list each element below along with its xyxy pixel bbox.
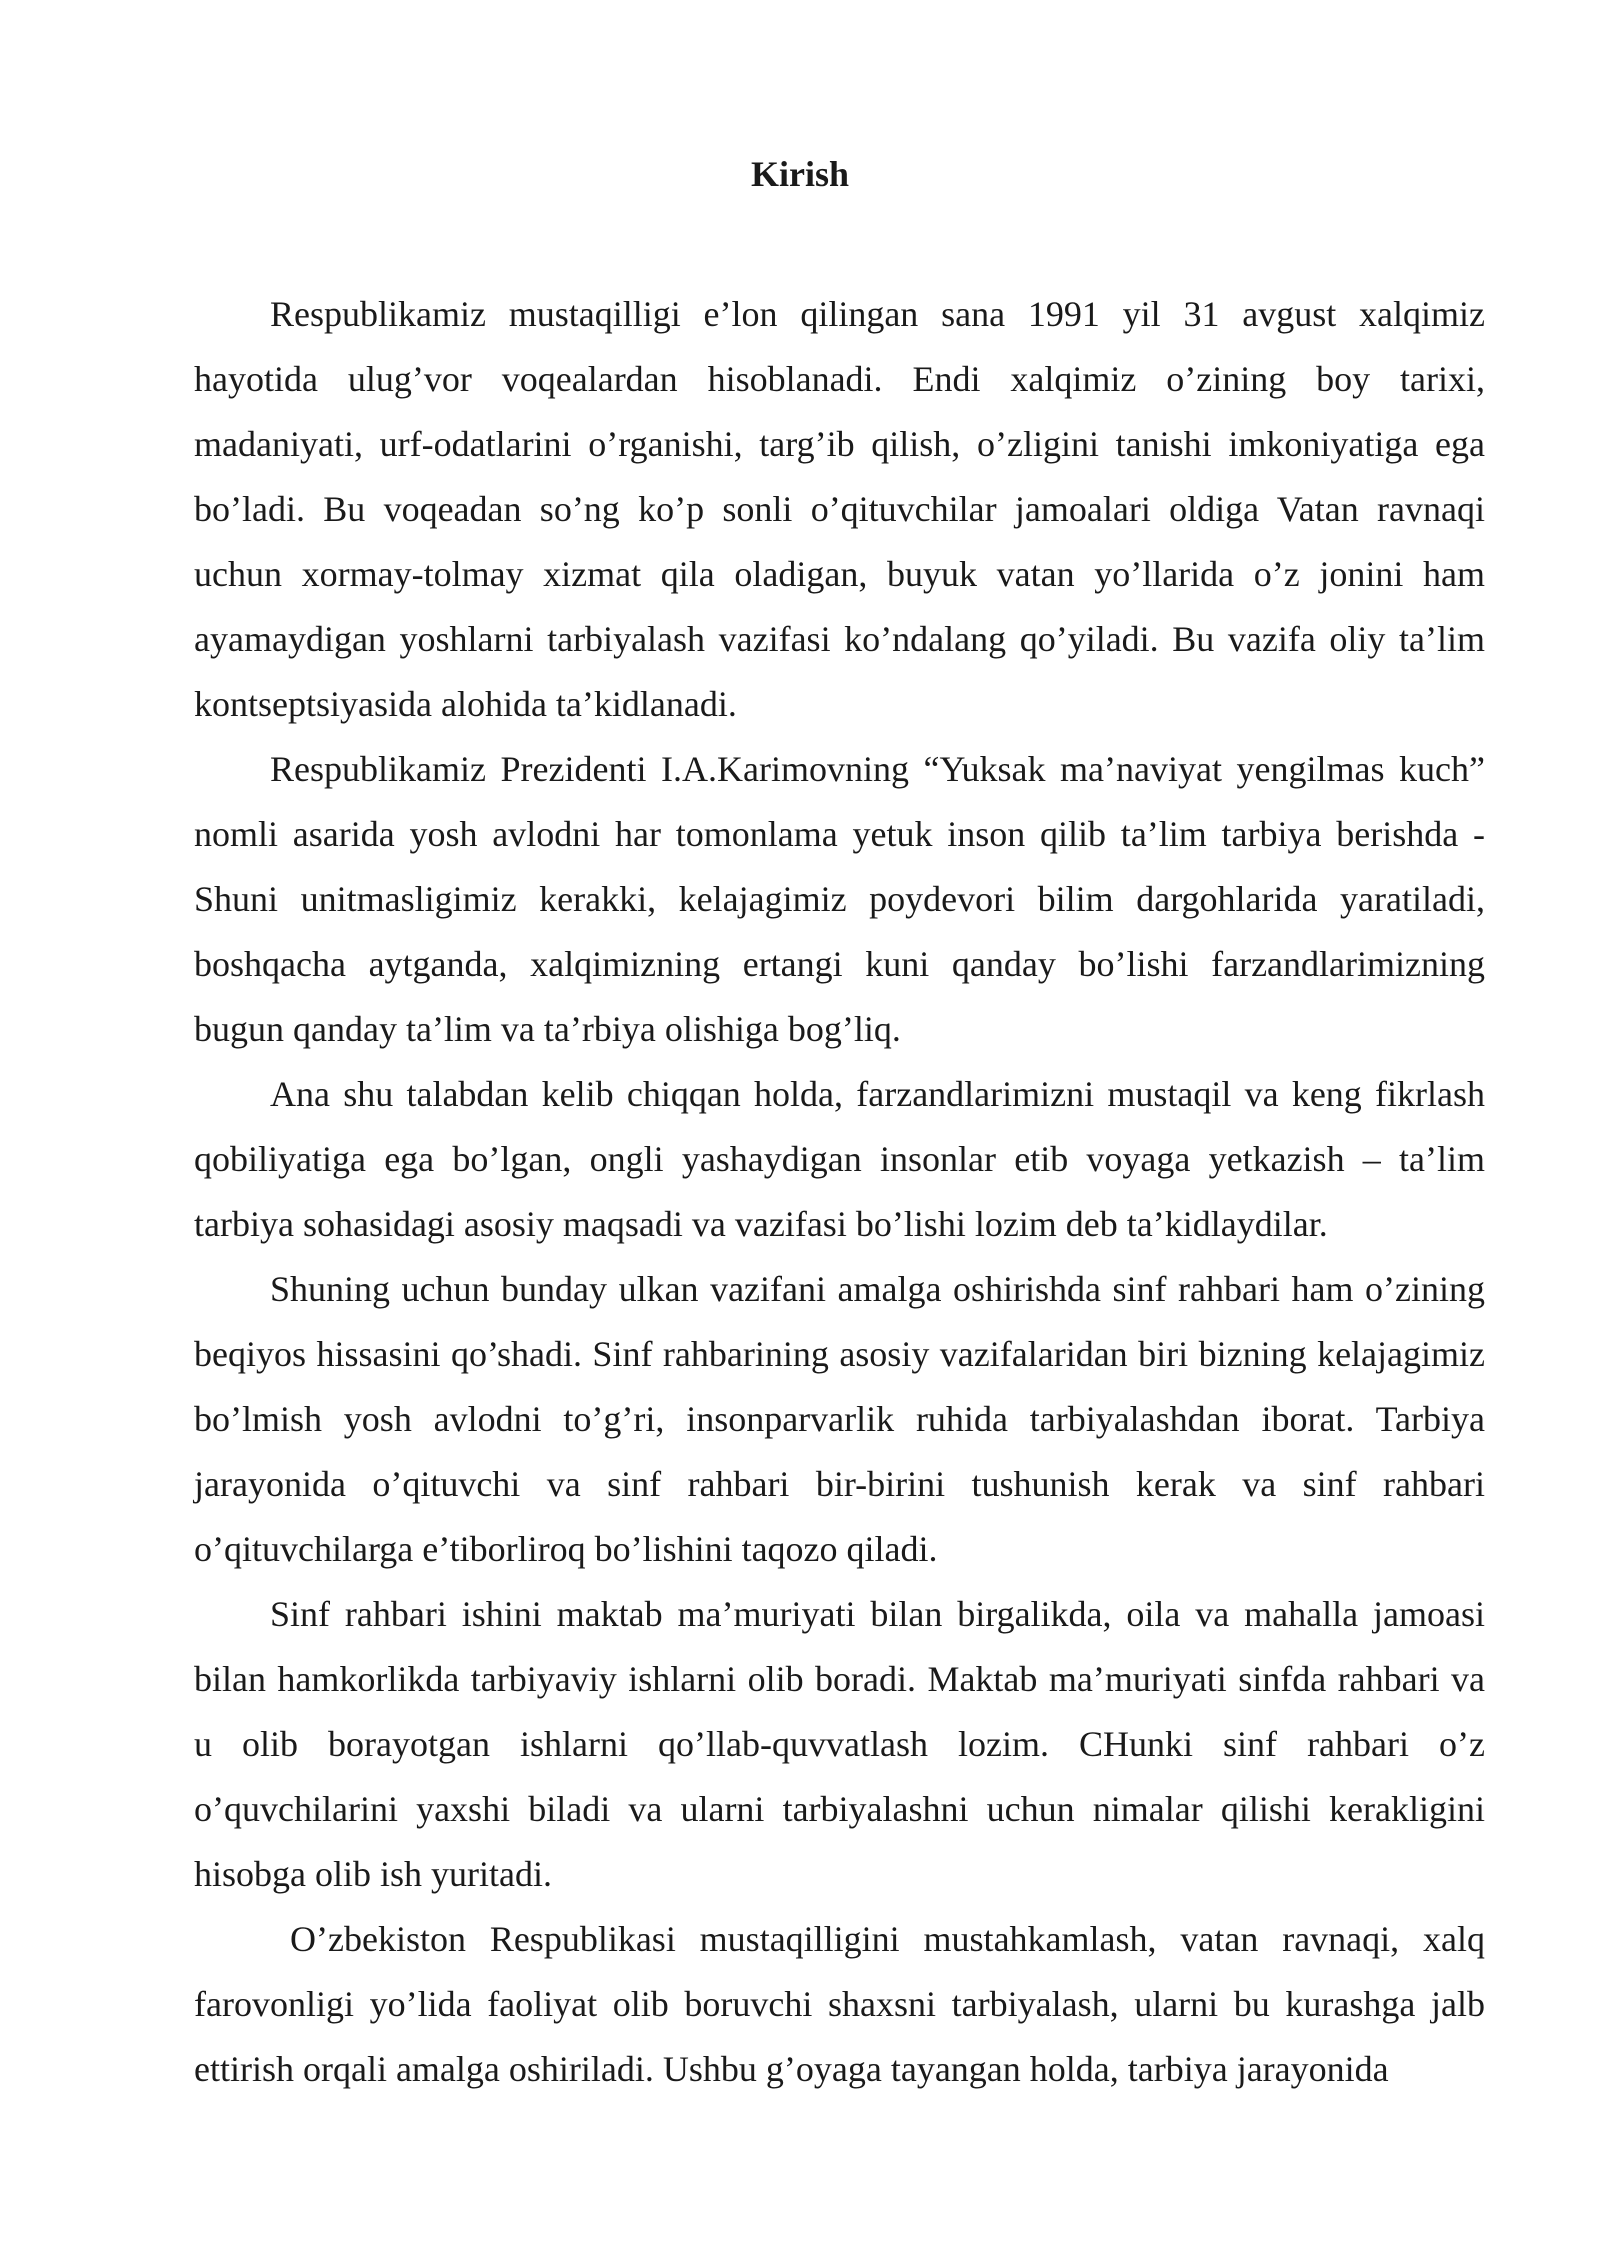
paragraph-3: Ana shu talabdan kelib chiqqan holda, farzandlarimizni mustaqil va keng fikrlash qobiliyatiga ega bo’lgan, ongli yashaydigan insonlar etib voyaga yetkazish – ta’lim tarbiya sohasidagi asosiy maqsadi va vazifasi bo’lishi lozim deb ta’kidlaydilar.: [194, 1074, 1485, 1244]
paragraph-2: Respublikamiz Prezidenti I.A.Karimovning “Yuksak ma’naviyat yengilmas kuch” nomli asarida yosh avlodni har tomonlama yetuk inson qilib ta’lim tarbiya berishda - Shuni unitmasligimiz kerakki, kelajagimiz poydevori bilim dargohlarida yaratiladi, boshqacha aytganda, xalqimizning ertangi kuni qanday bo’lishi farzandlarimizning bugun qanday ta’lim va ta’rbiya olishiga bog’liq.: [194, 749, 1485, 1049]
paragraph-1: Respublikamiz mustaqilligi e’lon qilingan sana 1991 yil 31 avgust xalqimiz hayotida ulug’vor voqealardan hisoblanadi. Endi xalqimiz o’zining boy tarixi, madaniyati, urf-odatlarini o’rganishi, targ’ib qilish, o’zligini tanishi imkoniyatiga ega bo’ladi. Bu voqeadan so’ng ko’p sonli o’qituvchilar jamoalari oldiga Vatan ravnaqi uchun xormay-tolmay xizmat qila oladigan, buyuk vatan yo’llarida o’z jonini ham ayamaydigan yoshlarni tarbiyalash vazifasi ko’ndalang qo’yiladi. Bu vazifa oliy ta’lim kontseptsiyasida alohida ta’kidlanadi.: [194, 294, 1485, 724]
page-title: Kirish: [750, 154, 849, 194]
paragraph-6: O’zbekiston Respublikasi mustaqilligini mustahkamlash, vatan ravnaqi, xalq farovonligi yo’lida faoliyat olib boruvchi shaxsni tarbiyalash, ularni bu kurashga jalb ettirish orqali amalga oshiriladi. Ushbu g’oyaga tayangan holda, tarbiya jarayonida: [194, 1919, 1485, 2089]
document-body: [194, 282, 1485, 2102]
paragraph-5: Sinf rahbari ishini maktab ma’muriyati bilan birgalikda, oila va mahalla jamoasi bilan hamkorlikda tarbiyaviy ishlarni olib boradi. Maktab ma’muriyati sinfda rahbari va u olib borayotgan ishlarni qo’llab-quvvatlash lozim. CHunki sinf rahbari o’z o’quvchilarini yaxshi biladi va ularni tarbiyalashni uchun nimalar qilishi kerakligini hisobga olib ish yuritadi.: [194, 1594, 1485, 1894]
paragraph-4: Shuning uchun bunday ulkan vazifani amalga oshirishda sinf rahbari ham o’zining beqiyos hissasini qo’shadi. Sinf rahbarining asosiy vazifalaridan biri bizning kelajagimiz bo’lmish yosh avlodni to’g’ri, insonparvarlik ruhida tarbiyalashdan iborat. Tarbiya jarayonida o’qituvchi va sinf rahbari bir-birini tushunish kerak va sinf rahbari o’qituvchilarga e’tiborliroq bo’lishini taqozo qiladi.: [194, 1269, 1485, 1569]
